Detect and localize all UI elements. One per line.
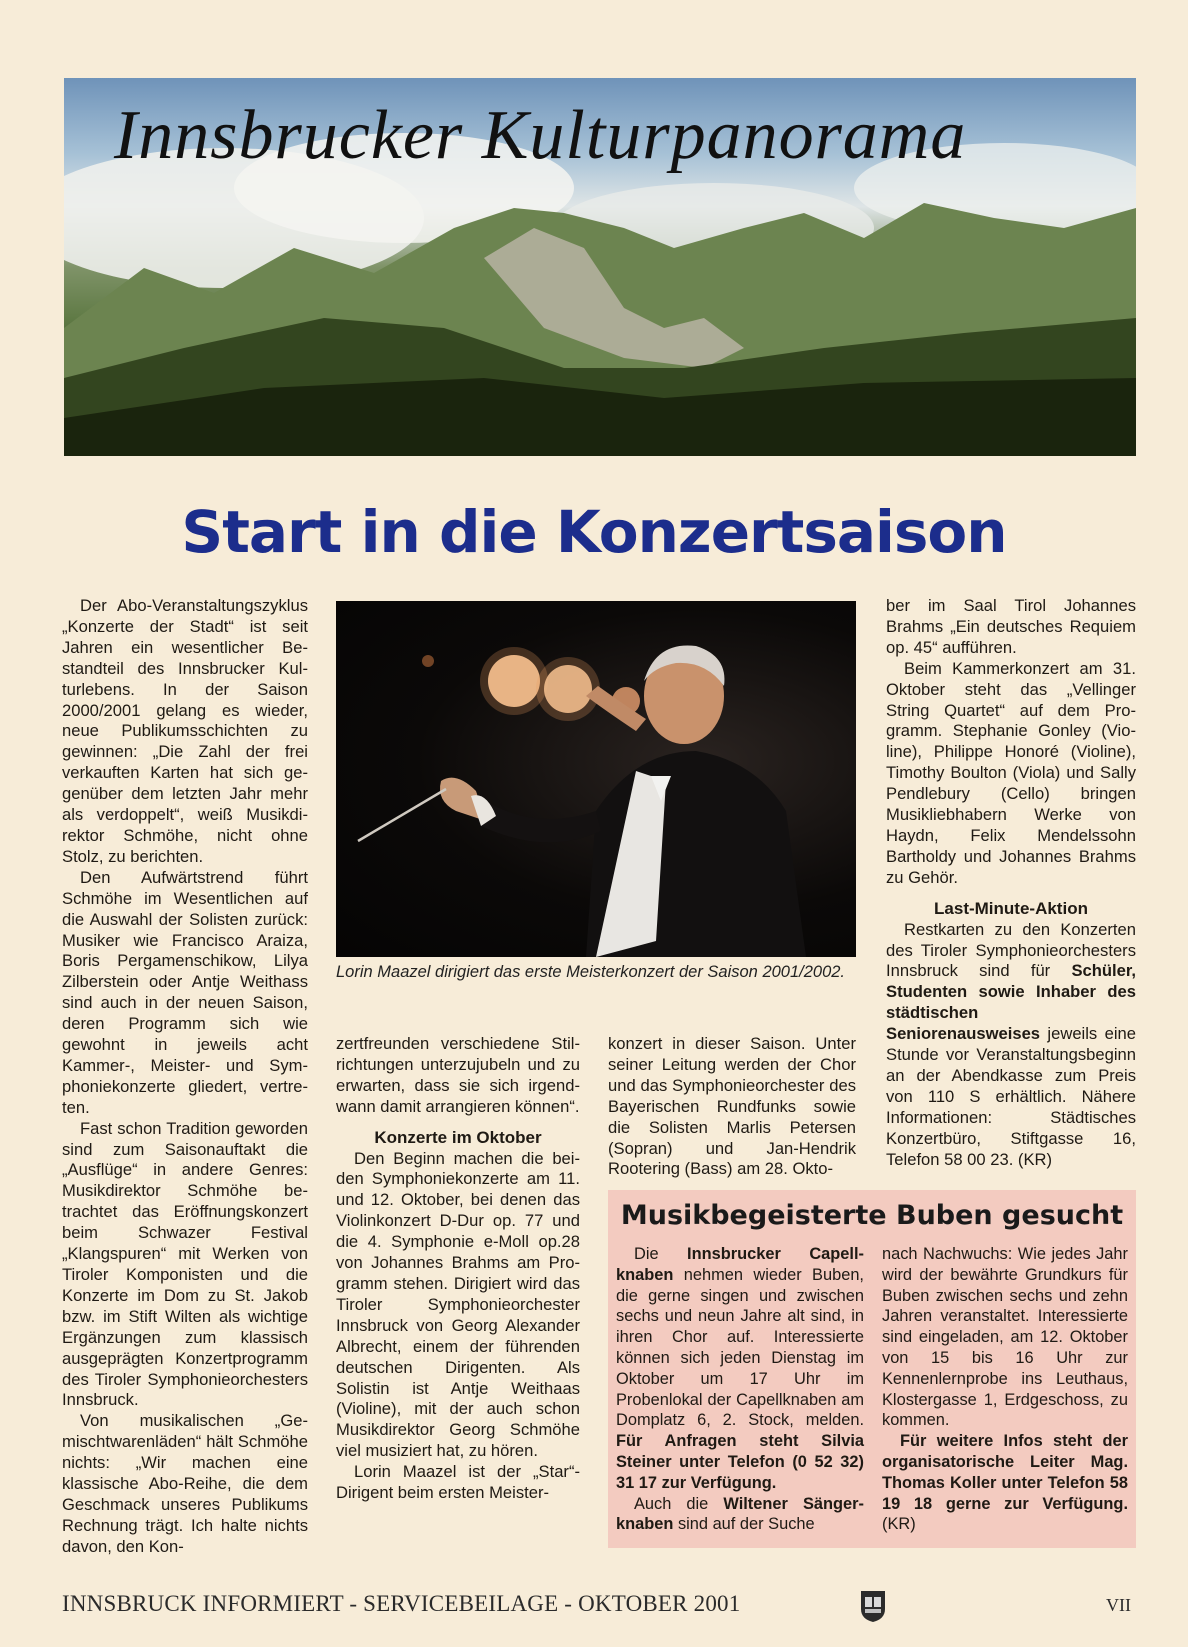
box-column-right <box>882 1244 1128 1535</box>
paragraph: Von musikalischen „Gemischtwarenläden“ hält Schmöhe nichts: „Wir machen eine klassische Abo-Reihe, die dem Geschmack unseres Publikums Rechnung trägt. Ich halte nichts davon, den Kon- <box>62 1411 308 1556</box>
paragraph <box>616 1494 864 1536</box>
photo-caption: Lorin Maazel dirigiert das erste Meisterkonzert der Saison 2001/2002. <box>336 963 846 981</box>
text-run: nehmen wieder Buben, die gerne singen und zwischen sechs und neun Jahre alt sind, in ihren Chor auf. Interessierte können sich jeden Dienstag im Oktober um 17 Uhr im Probenlokal der Capellknaben am Domplatz 6, 2. Stock, melden. <box>616 1265 864 1430</box>
bold-text-run: Für Anfragen steht Silvia Steiner unter Telefon (0 52 32) 31 17 zur Verfügung. <box>616 1432 864 1492</box>
bold-text-run: Schüler, Studenten sowie Inhaber des städtischen Seniorenausweises <box>886 961 1136 1044</box>
text-run: Restkarten zu den Konzerten des Tiroler Symphonieorchesters Innsbruck sind für <box>886 919 1136 981</box>
paragraph: Fast schon Tradition geworden sind zum Saisonauftakt die „Ausflüge“ in andere Genres: Musikdirektor Schmöhe betrachtet das Eröffnungskonzert beim Schwazer Festival „Klangspuren“ mit Werken von Tiroler Komponisten und die Konzerte im Dom zu St. Jakob bzw. im Stift Wilten als wichtige Ergänzungen zum klassisch ausgeprägten Konzertprogramm des Tiroler Symphonieorchesters Innsbruck. <box>62 1118 308 1410</box>
paragraph: Der Abo-Veranstaltungszyklus „Konzerte der Stadt“ ist seit Jahren ein wesentlicher Bestandteil des Innsbrucker Kulturlebens. In der Saison 2000/2001 gelang es wieder, neue Publikumsschichten zu gewinnen: „Die Zahl der frei verkauften Karten hat sich gegenüber dem letzten Jahr mehr als verdoppelt“, weiß Musikdirektor Schmöhe, nicht ohne Stolz, zu berichten. <box>62 596 308 866</box>
article-column-4 <box>886 596 1136 1170</box>
banner-title: Innsbrucker Kulturpanorama <box>114 97 967 174</box>
paragraph <box>886 920 1136 1171</box>
paragraph: Den Aufwärtstrend führt Schmöhe im Wesentlichen auf die Auswahl der Solisten zurück: Musiker wie Francisco Araiza, Boris Pergamenschikow, Lilya Zilberstein oder Antje Weithass sind auch in der neuen Saison, deren Programm sich wie gewohnt in jeweils acht Kammer-, Meister- und Symphoniekonzerte gliedert, vertreten. <box>62 867 308 1117</box>
page-number: VII <box>1106 1595 1131 1615</box>
paragraph: Beim Kammerkonzert am 31. Oktober steht das „Vellinger String Quartet“ auf dem Programm. Stephanie Gonley (Violine), Philippe Honoré (Violine), Timothy Boulton (Viola) und Sally Pendlebury (Cello) bringen Musikliebhabern Werke von Haydn, Felix Mendelssohn Bartholdy und Johannes Brahms zu Gehör. <box>886 658 1136 887</box>
section-heading: Konzerte im Oktober <box>374 1127 542 1147</box>
page-headline: Start in die Konzertsaison <box>181 498 1007 566</box>
paragraph: ber im Saal Tirol Johannes Brahms „Ein deutsches Requiem op. 45“ aufführen. <box>886 596 1136 657</box>
info-box <box>608 1190 1136 1548</box>
conductor-photo <box>336 601 856 957</box>
paragraph: zertfreunden verschiedene Stilrichtungen unterzujubeln und zu erwarten, dass sie sich irgendwann damit arrangieren können“. <box>336 1034 580 1116</box>
text-run: (KR) <box>882 1515 916 1534</box>
text-run: Auch die <box>634 1494 724 1513</box>
banner-image <box>64 78 1136 456</box>
paragraph: Lorin Maazel ist der „Star“-Dirigent beim ersten Meister- <box>336 1462 580 1503</box>
text-run: jeweils eine Stunde vor Veranstaltungsbeginn an der Abendkasse zum Preis von 110 S erhältlich. Nähere Informationen: Städtisches Konzertbüro, Stiftgasse 16, Telefon 58 00 23. (KR) <box>886 1024 1136 1169</box>
paragraph: nach Nachwuchs: Wie jedes Jahr wird der bewährte Grundkurs für Buben zwischen sechs und zehn Jahren veranstaltet. Interessierte sind eingeladen, am 12. Oktober von 15 bis 16 Uhr zur Kennenlernprobe ins Leuthaus, Klostergasse 1, Erdgeschoss, zu kommen. <box>882 1245 1128 1430</box>
text-run: Die <box>634 1245 688 1263</box>
paragraph <box>882 1431 1128 1535</box>
paragraph <box>616 1244 864 1494</box>
paragraph: konzert in dieser Saison. Unter seiner Leitung werden der Chor und das Symphonieorchester des Bayerischen Rundfunks sowie die Solisten Marlis Petersen (Sopran) und Jan-Hendrik Rootering (Bass) am 28. Okto- <box>608 1034 856 1179</box>
article-column-3 <box>608 1034 856 1180</box>
box-column-left <box>616 1244 864 1535</box>
section-heading: Last-Minute-Aktion <box>934 898 1088 918</box>
bold-text-run: Innsbrucker Capellknaben <box>616 1245 864 1284</box>
paragraph: Den Beginn machen die beiden Symphoniekonzerte am 11. und 12. Oktober, bei denen das Violinkonzert D-Dur op. 77 und die 4. Symphonie e-Moll op.28 von Johannes Brahms am Programm stehen. Dirigiert wird das Tiroler Symphonieorchester Innsbruck von Georg Alexander Albrecht, einem der führenden deutschen Dirigenten. Als Solistin ist Antje Weithaas (Violine), mit der auch schon Musikdirektor Georg Schmöhe viel musiziert hat, zu hören. <box>336 1148 580 1461</box>
article-column-1 <box>62 596 308 1558</box>
article-column-2 <box>336 1034 580 1504</box>
conductor-illustration <box>336 601 856 957</box>
footer-text: INNSBRUCK INFORMIERT - SERVICEBEILAGE - OKTOBER 2001 <box>62 1591 741 1616</box>
box-title: Musikbegeisterte Buben gesucht <box>620 1200 1124 1231</box>
city-crest-icon <box>859 1589 887 1623</box>
bold-text-run: Wiltener Sängerknaben <box>616 1494 864 1534</box>
bold-text-run: Für weitere Infos steht der organisatorische Leiter Mag. Thomas Koller unter Telefon 58 19 18 gerne zur Verfügung. <box>882 1432 1128 1513</box>
text-run: sind auf der Suche <box>673 1515 815 1534</box>
